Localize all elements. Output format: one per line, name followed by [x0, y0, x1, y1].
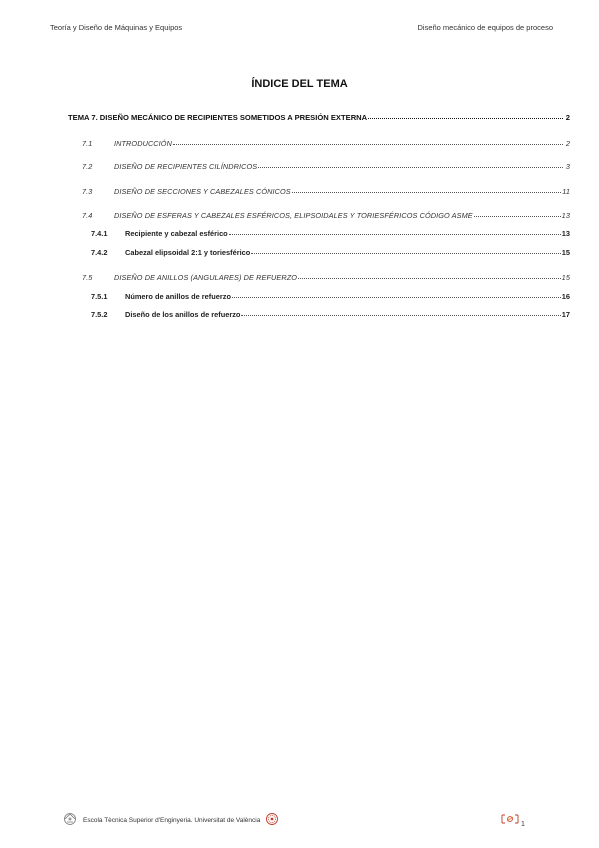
toc-leader-dots	[229, 234, 561, 235]
toc-entry-text: INTRODUCCIÓN	[114, 139, 172, 148]
toc-entry-text: DISEÑO DE ESFERAS Y CABEZALES ESFÉRICOS, ELIPSOIDALES Y TORIESFÉRICOS CÓDIGO ASME	[114, 211, 473, 220]
toc-entry-text: TEMA 7. DISEÑO MECÁNICO DE RECIPIENTES SOMETIDOS A PRESIÓN EXTERNA	[68, 113, 368, 122]
footer-institution	[62, 812, 279, 828]
toc-leader-dots	[292, 192, 561, 193]
toc-entry-page: 13	[561, 211, 570, 220]
toc-title: ÍNDICE DEL TEMA	[251, 78, 348, 90]
toc-entry-number: 7.3	[82, 187, 93, 196]
toc-leader-dots	[368, 118, 563, 119]
toc-entry-text: DISEÑO DE ANILLOS (ANGULARES) DE REFUERZO	[114, 273, 298, 282]
toc-entry-text: DISEÑO DE RECIPIENTES CILÍNDRICOS	[114, 162, 258, 171]
toc-entry-7-1[interactable]	[82, 139, 570, 148]
toc-leader-dots	[232, 297, 561, 298]
footer-institution-text: Escola Tècnica Superior d'Enginyeria. Universitat de València	[83, 816, 261, 824]
toc-entry-7-5-2[interactable]	[91, 310, 570, 319]
toc-leader-dots	[241, 315, 560, 316]
toc-entry-number: 7.4	[82, 211, 93, 220]
header-right-text: Diseño mecánico de equipos de proceso	[417, 23, 553, 32]
toc-entry-number: 7.1	[82, 139, 93, 148]
toc-entry-page: 3	[565, 162, 570, 171]
toc-entry-page: 13	[561, 229, 570, 238]
page-number: 1	[521, 821, 525, 828]
toc-entry-page: 2	[565, 113, 570, 122]
toc-leader-dots	[298, 278, 561, 279]
toc-leader-dots	[173, 144, 563, 145]
toc-entry-page: 17	[561, 310, 570, 319]
toc-entry-number: 7.4.2	[91, 248, 108, 257]
toc-entry-page: 11	[562, 187, 570, 196]
toc-entry-7-2[interactable]	[82, 162, 570, 171]
university-seal-icon	[265, 812, 279, 828]
toc-entry-text: Recipiente y cabezal esférico	[125, 229, 228, 238]
toc-entry-text: Número de anillos de refuerzo	[125, 292, 231, 301]
toc-leader-dots	[474, 216, 561, 217]
toc-entry-text: DISEÑO DE SECCIONES Y CABEZALES CÓNICOS	[114, 187, 291, 196]
toc-entry-page: 15	[561, 248, 570, 257]
toc-entry-7-5-1[interactable]	[91, 292, 570, 301]
toc-entry-number: 7.5.2	[91, 310, 108, 319]
toc-entry-text: Diseño de los anillos de refuerzo	[125, 310, 241, 319]
toc-entry-page: 16	[561, 292, 570, 301]
department-mark-icon	[500, 812, 520, 830]
toc-entry-number: 7.5.1	[91, 292, 108, 301]
toc-entry-text: Cabezal elipsoidal 2:1 y toriesférico	[125, 248, 251, 257]
toc-leader-dots	[258, 167, 563, 168]
toc-entry-7-4[interactable]	[82, 211, 570, 220]
toc-entry-number: 7.4.1	[91, 229, 108, 238]
toc-entry-page: 2	[565, 139, 570, 148]
header-left-text: Teoría y Diseño de Máquinas y Equipos	[50, 23, 183, 32]
school-logo-icon	[62, 812, 78, 828]
toc-entry-tema-7[interactable]	[68, 113, 570, 122]
toc-entry-number: 7.2	[82, 162, 93, 171]
toc-entry-7-4-2[interactable]	[91, 248, 570, 257]
toc-leader-dots	[251, 253, 560, 254]
toc-entry-7-3[interactable]	[82, 187, 570, 196]
toc-entry-number: 7.5	[82, 273, 93, 282]
toc-entry-page: 15	[561, 273, 570, 282]
toc-entry-7-4-1[interactable]	[91, 229, 570, 238]
toc-entry-7-5[interactable]	[82, 273, 570, 282]
